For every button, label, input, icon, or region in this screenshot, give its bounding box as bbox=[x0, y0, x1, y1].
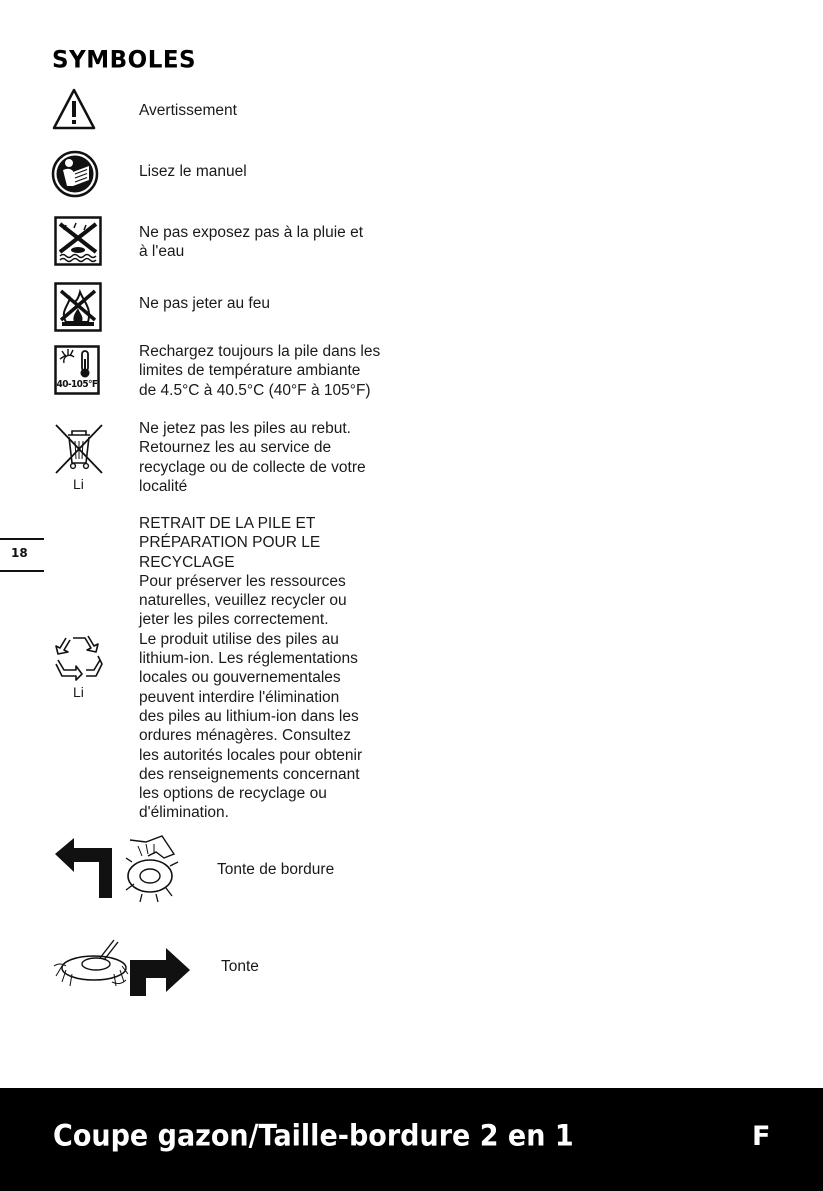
no-fire-icon bbox=[54, 282, 102, 332]
trimming-mode-icon bbox=[52, 936, 200, 998]
symbol-text-water: Ne pas exposez pas à la pluie et à l'eau bbox=[139, 224, 364, 261]
warning-triangle-icon bbox=[52, 88, 96, 132]
read-manual-icon bbox=[51, 150, 99, 198]
symbol-text-recycling: RETRAIT DE LA PILE ET PRÉPARATION POUR LE RECYCLAGE Pour préserver les ressources naturelles, veuillez recycler ou jeter les piles correctement. Le produit utilise des piles au lithium-ion. Les réglementations locales ou gouvernementales peuvent interdire l'élimination des piles au lithium-ion dans les ordures ménagères. Consultez les autorités locales pour obtenir des renseignements concernant les options de recyclage ou d'élimination. bbox=[139, 515, 363, 822]
footer-language-code: F bbox=[752, 1121, 771, 1152]
page-tab-top-rule bbox=[0, 538, 44, 540]
symbol-text-edging: Tonte de bordure bbox=[217, 861, 335, 878]
symbol-text-temperature: Rechargez toujours la pile dans les limites de température ambiante de 4.5°C à 40.5°C (40°F à 105°F) bbox=[139, 343, 381, 399]
symbol-text-warning: Avertissement bbox=[139, 102, 237, 119]
page-number: 18 bbox=[11, 546, 28, 560]
page-title: SYMBOLES bbox=[52, 46, 197, 74]
page-tab-bottom-rule bbox=[0, 570, 44, 572]
no-rain-water-icon bbox=[54, 216, 102, 266]
bin-icon-label: Li bbox=[73, 476, 84, 492]
temperature-icon-label: 40-105°F bbox=[56, 379, 98, 390]
edging-mode-icon bbox=[52, 832, 182, 906]
symbol-text-manual: Lisez le manuel bbox=[139, 163, 247, 180]
symbol-text-disposal: Ne jetez pas les piles au rebut. Retournez les au service de recyclage ou de collecte de votre localité bbox=[139, 420, 366, 495]
crossed-bin-icon bbox=[54, 423, 104, 475]
footer-title: Coupe gazon/Taille-bordure 2 en 1 bbox=[53, 1119, 574, 1154]
recycle-icon bbox=[54, 634, 104, 682]
symbol-text-trimming: Tonte bbox=[221, 958, 259, 975]
symbol-text-fire: Ne pas jeter au feu bbox=[139, 295, 270, 312]
recycle-icon-label: Li bbox=[73, 684, 84, 700]
